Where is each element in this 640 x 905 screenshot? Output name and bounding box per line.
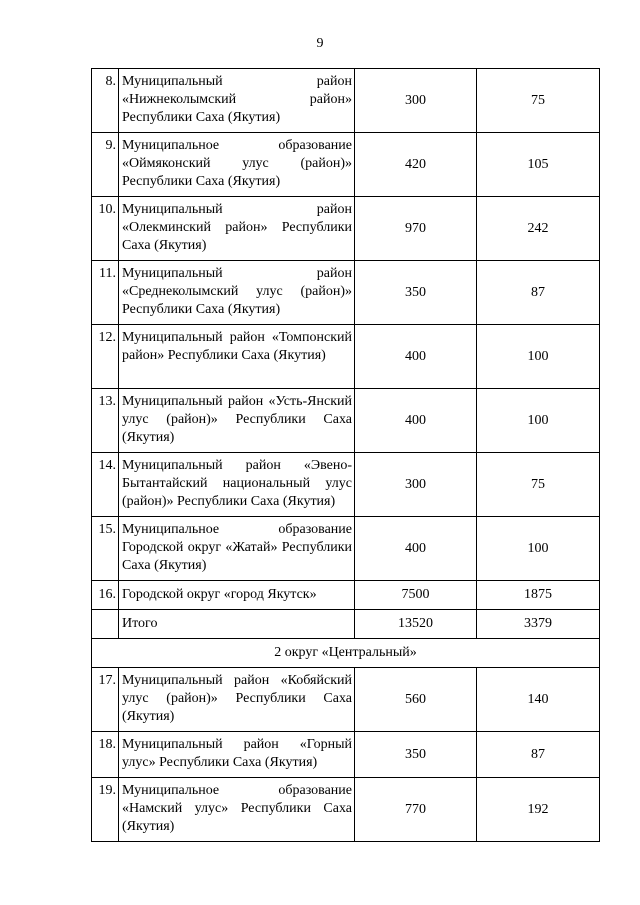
value-a: 7500 <box>355 581 477 610</box>
value-b: 192 <box>477 778 600 842</box>
table-row <box>92 261 600 325</box>
value-a: 300 <box>355 453 477 517</box>
value-b: 87 <box>477 261 600 325</box>
row-number <box>92 610 119 639</box>
row-number: 15. <box>92 517 119 581</box>
table-row <box>92 389 600 453</box>
value-b: 75 <box>477 69 600 133</box>
table-row <box>92 581 600 610</box>
total-label: Итого <box>119 610 355 639</box>
value-a: 350 <box>355 261 477 325</box>
value-b: 100 <box>477 389 600 453</box>
value-b: 242 <box>477 197 600 261</box>
value-a: 560 <box>355 668 477 732</box>
total-value-a: 13520 <box>355 610 477 639</box>
municipality-name: Муниципальный район «Эвено-Бытантайский национальный улус (район)» Республики Саха (Якутия) <box>119 453 355 517</box>
municipality-name: Муниципальный район «Горный улус» Республики Саха (Якутия) <box>119 732 355 778</box>
value-a: 970 <box>355 197 477 261</box>
value-a: 400 <box>355 389 477 453</box>
table-row <box>92 69 600 133</box>
table-row <box>92 453 600 517</box>
row-number: 18. <box>92 732 119 778</box>
value-a: 770 <box>355 778 477 842</box>
value-a: 420 <box>355 133 477 197</box>
total-row <box>92 610 600 639</box>
value-b: 140 <box>477 668 600 732</box>
value-a: 350 <box>355 732 477 778</box>
value-a: 400 <box>355 325 477 389</box>
municipality-name: Городской округ «город Якутск» <box>119 581 355 610</box>
municipality-name: Муниципальное образование «Оймяконский улус (район)» Республики Саха (Якутия) <box>119 133 355 197</box>
table-row <box>92 778 600 842</box>
municipality-name: Муниципальный район «Нижнеколымский район» Республики Саха (Якутия) <box>119 69 355 133</box>
row-number: 16. <box>92 581 119 610</box>
row-number: 10. <box>92 197 119 261</box>
allocation-table <box>91 68 600 842</box>
section-header-row <box>92 639 600 668</box>
row-number: 9. <box>92 133 119 197</box>
section-title: 2 округ «Центральный» <box>92 639 600 668</box>
row-number: 14. <box>92 453 119 517</box>
page-number: 9 <box>316 36 324 51</box>
table-row <box>92 517 600 581</box>
municipality-name: Муниципальный район «Среднеколымский улус (район)» Республики Саха (Якутия) <box>119 261 355 325</box>
row-number: 13. <box>92 389 119 453</box>
value-b: 100 <box>477 517 600 581</box>
table-row <box>92 133 600 197</box>
row-number: 19. <box>92 778 119 842</box>
value-a: 300 <box>355 69 477 133</box>
value-b: 1875 <box>477 581 600 610</box>
value-b: 87 <box>477 732 600 778</box>
value-b: 75 <box>477 453 600 517</box>
value-b: 100 <box>477 325 600 389</box>
total-value-b: 3379 <box>477 610 600 639</box>
table-row <box>92 732 600 778</box>
row-number: 11. <box>92 261 119 325</box>
municipality-name: Муниципальное образование «Намский улус» Республики Саха (Якутия) <box>119 778 355 842</box>
table-row <box>92 325 600 389</box>
table-row <box>92 668 600 732</box>
municipality-name: Муниципальный район «Олекминский район» Республики Саха (Якутия) <box>119 197 355 261</box>
row-number: 12. <box>92 325 119 389</box>
row-number: 8. <box>92 69 119 133</box>
row-number: 17. <box>92 668 119 732</box>
municipality-name: Муниципальный район «Кобяйский улус (район)» Республики Саха (Якутия) <box>119 668 355 732</box>
value-b: 105 <box>477 133 600 197</box>
value-a: 400 <box>355 517 477 581</box>
municipality-name: Муниципальный район «Томпонский район» Республики Саха (Якутия) <box>119 325 355 389</box>
table-row <box>92 197 600 261</box>
municipality-name: Муниципальное образование Городской округ «Жатай» Республики Саха (Якутия) <box>119 517 355 581</box>
municipality-name: Муниципальный район «Усть-Янский улус (район)» Республики Саха (Якутия) <box>119 389 355 453</box>
